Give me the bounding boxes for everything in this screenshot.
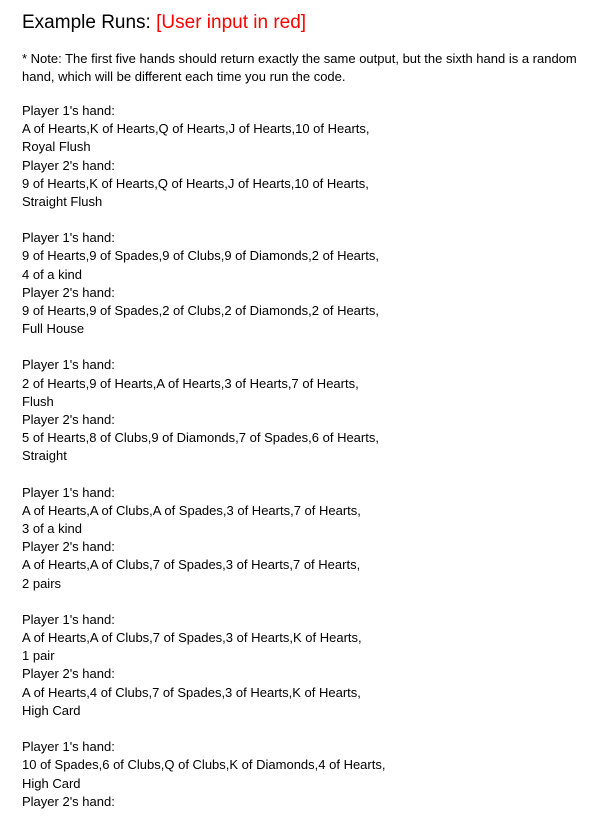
player-2-rank: Straight Flush [22, 194, 103, 210]
document-page [22, 10, 577, 829]
player-1-rank: 3 of a kind [22, 521, 82, 537]
run-2 [22, 229, 577, 338]
player-2-cards: 5 of Hearts,8 of Clubs,9 of Diamonds,7 of Spades,6 of Hearts, [22, 430, 379, 446]
run-4 [22, 484, 577, 593]
player-1-rank: High Card [22, 775, 81, 791]
player-2-cards: 9 of Hearts,K of Hearts,Q of Hearts,J of Hearts,10 of Hearts, [22, 175, 369, 191]
player-1-rank: 4 of a kind [22, 266, 82, 282]
run-1 [22, 102, 577, 211]
player-1-label: Player 1's hand: [22, 484, 115, 500]
player-1-cards: 9 of Hearts,9 of Spades,9 of Clubs,9 of Diamonds,2 of Hearts, [22, 248, 379, 264]
player-2-rank: Full House [22, 321, 85, 337]
player-1-cards: 10 of Spades,6 of Clubs,Q of Clubs,K of Diamonds,4 of Hearts, [22, 757, 386, 773]
player-1-label: Player 1's hand: [22, 230, 115, 246]
player-2-label: Player 2's hand: [22, 284, 115, 300]
player-2-cards: A of Hearts,A of Clubs,7 of Spades,3 of Hearts,7 of Hearts, [22, 557, 361, 573]
run-5 [22, 611, 577, 720]
note-paragraph: * Note: The first five hands should return exactly the same output, but the sixth hand is a random hand, which will be different each time you run the code. [22, 51, 577, 84]
player-2-label: Player 2's hand: [22, 793, 115, 809]
player-2-label: Player 2's hand: [22, 539, 115, 555]
player-1-rank: 1 pair [22, 648, 55, 664]
player-2-cards: A of Hearts,4 of Clubs,7 of Spades,3 of Hearts,K of Hearts, [22, 684, 361, 700]
player-1-rank: Flush [22, 393, 54, 409]
title-highlight: [User input in red] [156, 12, 307, 33]
example-runs [22, 102, 577, 811]
player-1-cards: A of Hearts,A of Clubs,A of Spades,3 of Hearts,7 of Hearts, [22, 502, 361, 518]
player-1-cards: A of Hearts,A of Clubs,7 of Spades,3 of Hearts,K of Hearts, [22, 630, 362, 646]
player-1-label: Player 1's hand: [22, 739, 115, 755]
player-2-label: Player 2's hand: [22, 412, 115, 428]
player-1-label: Player 1's hand: [22, 357, 115, 373]
player-2-label: Player 2's hand: [22, 157, 115, 173]
page-title [22, 10, 577, 36]
player-2-rank: Straight [22, 448, 67, 464]
player-2-label: Player 2's hand: [22, 666, 115, 682]
title-prefix: Example Runs: [22, 12, 157, 33]
player-1-label: Player 1's hand: [22, 103, 115, 118]
run-6 [22, 738, 577, 811]
player-1-label: Player 1's hand: [22, 611, 115, 627]
player-1-rank: Royal Flush [22, 139, 91, 155]
player-1-cards: A of Hearts,K of Hearts,Q of Hearts,J of Hearts,10 of Hearts, [22, 121, 370, 137]
player-2-rank: 2 pairs [22, 575, 62, 591]
player-2-rank: High Card [22, 702, 81, 718]
run-3 [22, 356, 577, 465]
player-2-cards: 9 of Hearts,9 of Spades,2 of Clubs,2 of Diamonds,2 of Hearts, [22, 303, 379, 319]
player-1-cards: 2 of Hearts,9 of Hearts,A of Hearts,3 of Hearts,7 of Hearts, [22, 375, 359, 391]
